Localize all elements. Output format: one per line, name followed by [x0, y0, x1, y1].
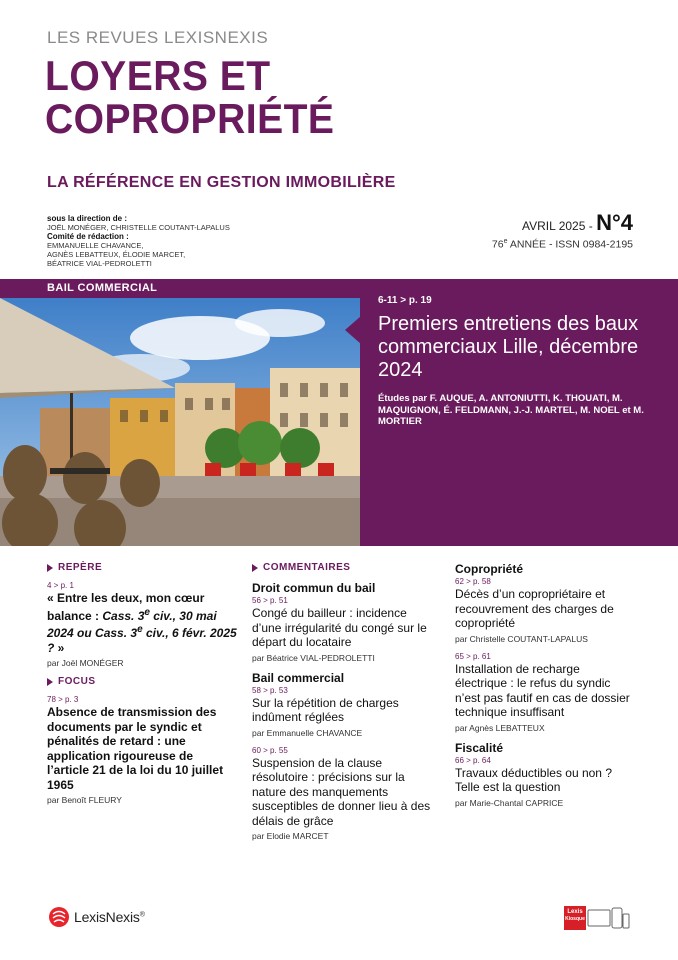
publisher-name: LexisNexis® — [74, 909, 145, 925]
journal-title — [45, 54, 334, 140]
subsection-heading: Bail commercial — [252, 670, 345, 685]
section-heading-focus: FOCUS — [47, 676, 237, 687]
column-copropriete-fiscalite — [455, 562, 635, 816]
article-ref: 78 > p. 3 — [47, 695, 79, 704]
column-repere-focus — [47, 562, 237, 813]
article-title[interactable]: « Entre les deux, mon cœur balance : Cass. 3e civ., 30 mai 2024 ou Cass. 3e civ., 6 févr. 2025 ? » — [47, 591, 237, 655]
article-title[interactable]: Sur la répétition de charges indûment réglées — [252, 695, 399, 724]
series-name: LES REVUES LEXISNEXIS — [47, 28, 269, 47]
article-ref: 4 > p. 1 — [47, 581, 74, 590]
article-title[interactable]: Congé du bailleur : incidence d’une irrégularité du congé sur le départ du locataire — [252, 606, 427, 649]
article-author: par Agnès LEBATTEUX — [455, 722, 545, 733]
article-author: par Joël MONÉGER — [47, 658, 124, 668]
lexisnexis-mark-icon — [48, 906, 70, 928]
article-title[interactable]: Suspension de la clause résolutoire : précisions sur la nature des manquements susceptibles de donner lieu à des délais de grâce — [252, 755, 431, 828]
article-title[interactable]: Installation de recharge électrique : le refus du syndic n’est pas fautif en cas de dossier technique insuffisant — [455, 661, 630, 719]
subsection-heading: Fiscalité — [455, 740, 504, 755]
kiosque-logo: Lexis Kiosque — [564, 906, 586, 930]
feature-pointer — [345, 316, 361, 344]
article-title[interactable]: Décès d’un copropriétaire et recouvrement des charges de copropriété — [455, 587, 614, 630]
triangle-icon — [252, 564, 258, 572]
triangle-icon — [47, 564, 53, 572]
article-ref: 58 > p. 53 — [252, 685, 288, 695]
committee-label: Comité de rédaction : — [47, 232, 129, 241]
section-heading-repere: REPÈRE — [47, 562, 237, 573]
title-line-2: COPROPRIÉTÉ — [45, 95, 335, 142]
article-author: par Béatrice VIAL-PEDROLETTI — [252, 652, 375, 663]
article-author: par Benoît FLEURY — [47, 795, 122, 805]
committee-line: BÉATRICE VIAL-PEDROLETTI — [47, 259, 152, 268]
article-ref: 56 > p. 51 — [252, 596, 288, 605]
section-heading-commentaires: COMMENTAIRES — [252, 562, 437, 573]
lexis-kiosque-badge[interactable] — [564, 906, 630, 930]
article-author: par Elodie MARCET — [252, 831, 329, 841]
direction-label: sous la direction de : — [47, 214, 128, 223]
cover-photo — [0, 298, 360, 546]
article-author: par Christelle COUTANT-LAPALUS — [455, 633, 588, 644]
article-title[interactable]: Travaux déductibles ou non ? Telle est la question — [455, 765, 612, 794]
feature-authors: Études par F. AUQUE, A. ANTONIUTTI, K. THOUATI, M. MAQUIGNON, É. FELDMANN, J.-J. MARTEL, M. NOEL et M. MORTIER — [378, 393, 644, 427]
publisher-logo[interactable] — [48, 906, 145, 928]
issue-info — [492, 210, 633, 251]
article-ref: 60 > p. 55 — [252, 745, 288, 755]
committee-line: EMMANUELLE CHAVANCE, — [47, 241, 144, 250]
issue-date: AVRIL 2025 - — [522, 219, 593, 233]
issue-number: N°4 — [596, 210, 633, 235]
article-ref: 62 > p. 58 — [455, 577, 491, 586]
article-title[interactable]: Absence de transmission des documents par le syndic et pénalités de retard : une application rigoureuse de l’article 21 de la loi du 10 juillet 1965 — [47, 705, 224, 792]
feature-ref: 6-11 > p. 19 — [378, 295, 432, 306]
committee-line: AGNÈS LEBATTEUX, ÉLODIE MARCET, — [47, 250, 186, 259]
tagline: LA RÉFÉRENCE EN GESTION IMMOBILIÈRE — [47, 174, 396, 191]
column-commentaires — [252, 562, 437, 849]
subsection-heading: Droit commun du bail — [252, 581, 376, 595]
issue-year-issn: 76e ANNÉE - ISSN 0984-2195 — [491, 238, 633, 251]
subsection-heading: Copropriété — [455, 562, 524, 576]
triangle-icon — [47, 678, 53, 686]
article-author: par Emmanuelle CHAVANCE — [252, 727, 363, 738]
editorial-direction — [47, 214, 230, 268]
article-author: par Marie-Chantal CAPRICE — [455, 797, 564, 808]
feature-title[interactable]: Premiers entretiens des baux commerciaux Lille, décembre 2024 — [378, 313, 639, 381]
section-band — [0, 279, 360, 298]
article-ref: 66 > p. 64 — [455, 755, 491, 765]
article-ref: 65 > p. 61 — [455, 651, 491, 661]
direction-names: JOËL MONÉGER, CHRISTELLE COUTANT-LAPALUS — [47, 223, 230, 232]
title-line-1: LOYERS ET — [45, 52, 271, 99]
section-band-label: BAIL COMMERCIAL — [47, 282, 158, 294]
devices-icon — [586, 906, 630, 930]
